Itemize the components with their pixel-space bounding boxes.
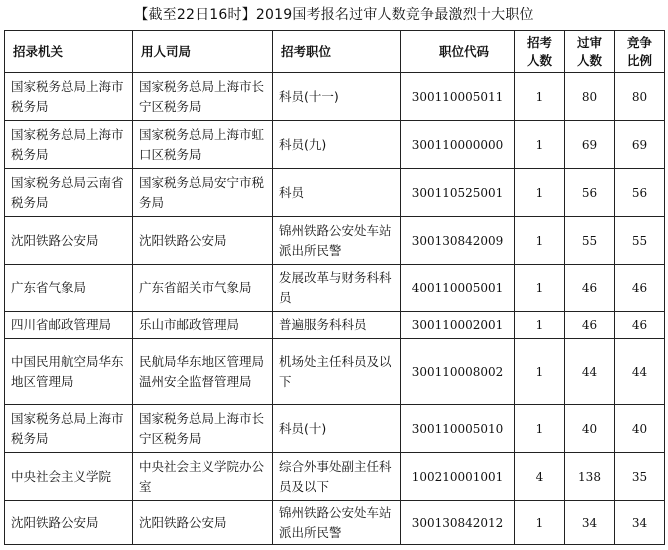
cell-ratio: 55 <box>615 217 665 265</box>
cell-dept: 国家税务总局上海市虹口区税务局 <box>133 121 273 169</box>
cell-quota: 1 <box>515 265 565 312</box>
cell-dept: 沈阳铁路公安局 <box>133 217 273 265</box>
cell-code: 300110005011 <box>401 73 515 121</box>
table-header-row <box>5 31 665 73</box>
cell-ratio: 69 <box>615 121 665 169</box>
cell-ratio: 35 <box>615 453 665 501</box>
cell-org: 四川省邮政管理局 <box>5 312 133 339</box>
cell-quota: 1 <box>515 169 565 217</box>
cell-quota: 1 <box>515 312 565 339</box>
cell-code: 100210001001 <box>401 453 515 501</box>
cell-passed: 80 <box>565 73 615 121</box>
table-row <box>5 312 665 339</box>
cell-quota: 1 <box>515 73 565 121</box>
cell-org: 广东省气象局 <box>5 265 133 312</box>
cell-code: 300110005010 <box>401 405 515 453</box>
cell-position: 科员(十一) <box>273 73 401 121</box>
cell-position: 锦州铁路公安处车站派出所民警 <box>273 501 401 545</box>
cell-org: 沈阳铁路公安局 <box>5 501 133 545</box>
table-row <box>5 453 665 501</box>
cell-position: 发展改革与财务科科员 <box>273 265 401 312</box>
page-title: 【截至22日16时】2019国考报名过审人数竞争最激烈十大职位 <box>134 7 534 23</box>
cell-code: 300110008002 <box>401 339 515 405</box>
cell-dept: 民航局华东地区管理局温州安全监督管理局 <box>133 339 273 405</box>
cell-quota: 4 <box>515 453 565 501</box>
cell-dept: 国家税务总局安宁市税务局 <box>133 169 273 217</box>
cell-org: 国家税务总局上海市税务局 <box>5 121 133 169</box>
table-row <box>5 217 665 265</box>
cell-passed: 55 <box>565 217 615 265</box>
cell-ratio: 46 <box>615 312 665 339</box>
cell-ratio: 56 <box>615 169 665 217</box>
cell-passed: 56 <box>565 169 615 217</box>
cell-position: 机场处主任科员及以下 <box>273 339 401 405</box>
cell-quota: 1 <box>515 501 565 545</box>
cell-ratio: 80 <box>615 73 665 121</box>
header-quota: 招考 人数 <box>515 31 565 73</box>
cell-dept: 乐山市邮政管理局 <box>133 312 273 339</box>
table-row <box>5 405 665 453</box>
header-dept: 用人司局 <box>133 31 273 73</box>
cell-quota: 1 <box>515 405 565 453</box>
header-code: 职位代码 <box>401 31 515 73</box>
cell-passed: 46 <box>565 312 615 339</box>
positions-table <box>4 30 665 545</box>
cell-ratio: 34 <box>615 501 665 545</box>
header-ratio: 竞争 比例 <box>615 31 665 73</box>
cell-dept: 沈阳铁路公安局 <box>133 501 273 545</box>
cell-passed: 44 <box>565 339 615 405</box>
cell-code: 300110525001 <box>401 169 515 217</box>
cell-code: 300110000000 <box>401 121 515 169</box>
table-row <box>5 501 665 545</box>
cell-org: 中国民用航空局华东地区管理局 <box>5 339 133 405</box>
cell-position: 科员(十) <box>273 405 401 453</box>
table-row <box>5 121 665 169</box>
cell-quota: 1 <box>515 121 565 169</box>
cell-ratio: 40 <box>615 405 665 453</box>
cell-code: 300130842012 <box>401 501 515 545</box>
cell-passed: 69 <box>565 121 615 169</box>
cell-quota: 1 <box>515 217 565 265</box>
cell-passed: 40 <box>565 405 615 453</box>
cell-passed: 34 <box>565 501 615 545</box>
cell-quota: 1 <box>515 339 565 405</box>
table-row <box>5 339 665 405</box>
cell-ratio: 44 <box>615 339 665 405</box>
header-org: 招录机关 <box>5 31 133 73</box>
cell-position: 综合外事处副主任科员及以下 <box>273 453 401 501</box>
cell-org: 国家税务总局云南省税务局 <box>5 169 133 217</box>
cell-passed: 138 <box>565 453 615 501</box>
cell-passed: 46 <box>565 265 615 312</box>
cell-ratio: 46 <box>615 265 665 312</box>
cell-code: 400110005001 <box>401 265 515 312</box>
cell-org: 中央社会主义学院 <box>5 453 133 501</box>
cell-org: 沈阳铁路公安局 <box>5 217 133 265</box>
table-row <box>5 265 665 312</box>
cell-position: 锦州铁路公安处车站派出所民警 <box>273 217 401 265</box>
cell-org: 国家税务总局上海市税务局 <box>5 405 133 453</box>
cell-dept: 国家税务总局上海市长宁区税务局 <box>133 73 273 121</box>
header-passed: 过审 人数 <box>565 31 615 73</box>
cell-code: 300110002001 <box>401 312 515 339</box>
cell-position: 普遍服务科科员 <box>273 312 401 339</box>
header-position: 招考职位 <box>273 31 401 73</box>
cell-org: 国家税务总局上海市税务局 <box>5 73 133 121</box>
cell-position: 科员 <box>273 169 401 217</box>
cell-position: 科员(九) <box>273 121 401 169</box>
table-row <box>5 73 665 121</box>
cell-dept: 中央社会主义学院办公室 <box>133 453 273 501</box>
table-row <box>5 169 665 217</box>
cell-dept: 广东省韶关市气象局 <box>133 265 273 312</box>
cell-dept: 国家税务总局上海市长宁区税务局 <box>133 405 273 453</box>
cell-code: 300130842009 <box>401 217 515 265</box>
